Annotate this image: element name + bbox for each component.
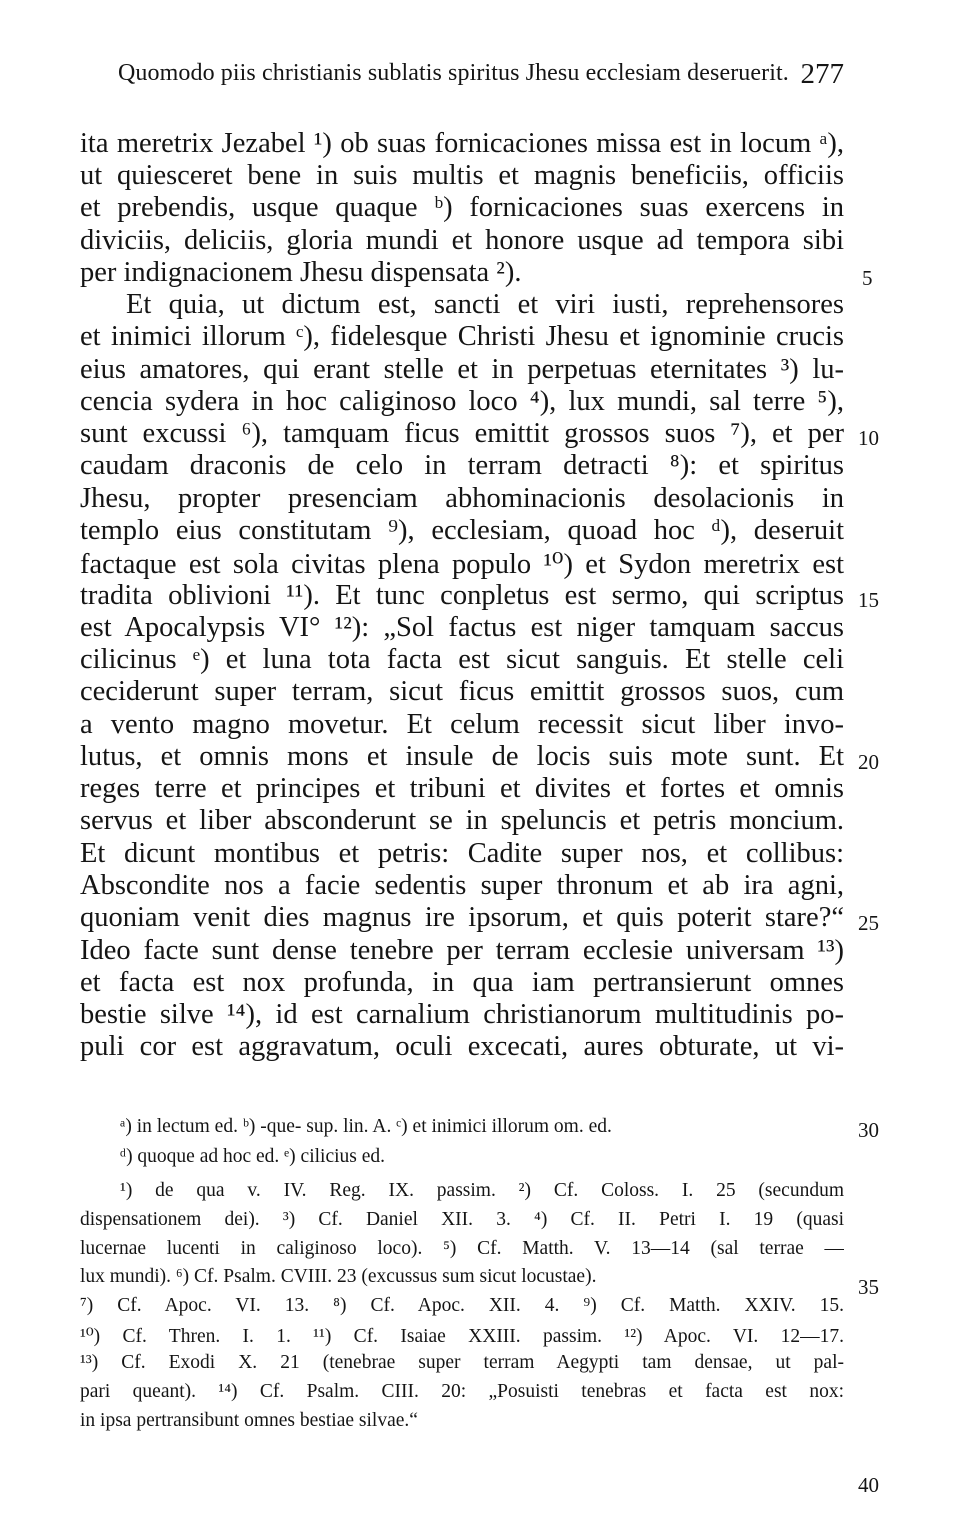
source-note-line: in ipsa pertransibunt omnes bestiae silvae.“ [80, 1410, 418, 1431]
text-line: eius amatores, qui erant stelle et in perpetuas eternitates ³) lu- [80, 354, 844, 385]
text-line: Jhesu, propter presenciam abhominacionis desolacionis in [80, 483, 844, 514]
text-line: ut quiesceret bene in suis multis et magnis beneficiis, officiis [80, 160, 844, 191]
line-number: 20 [858, 750, 879, 774]
line-number: 15 [858, 588, 879, 612]
text-line: puli cor est aggravatum, oculi excecati, aures obturate, ut vi- [80, 1031, 844, 1062]
running-title: Quomodo piis christianis sublatis spiritus Jhesu ecclesiam deseruerit. [118, 60, 789, 86]
text-line: reges terre et principes et tribuni et divites et fortes et omnis [80, 773, 844, 804]
text-line: per indignacionem Jhesu dispensata ²). [80, 257, 522, 288]
text-line: Ideo facte sunt dense tenebre per terram ecclesie universam ¹³) [80, 935, 844, 966]
text-line: caudam draconis de celo in terram detracti ⁸): et spiritus [80, 450, 844, 481]
source-note-line: pari queant). ¹⁴) Cf. Psalm. CIII. 20: „Posuisti tenebras et facta est nox: [80, 1381, 844, 1402]
text-line: ceciderunt super terram, sicut ficus emittit grossos suos, cum [80, 676, 844, 707]
variant-note-line: ᵈ) quoque ad hoc ed. ᵉ) cilicius ed. [120, 1146, 386, 1167]
text-line: sunt excussi ⁶), tamquam ficus emittit grossos suos ⁷), et per [80, 418, 844, 449]
text-line: et facta est nox profunda, in qua iam pertransierunt omnes [80, 967, 844, 998]
text-line: quoniam venit dies magnus ire ipsorum, et quis poterit stare?“ [80, 902, 844, 933]
text-line: ita meretrix Jezabel ¹) ob suas fornicaciones missa est in locum ᵃ), [80, 128, 844, 159]
text-line: cilicinus ᵉ) et luna tota facta est sicut sanguis. Et stelle celi [80, 644, 844, 675]
line-number: 40 [858, 1473, 879, 1497]
source-note-line: dispensationem dei). ³) Cf. Daniel XII. 3. ⁴) Cf. II. Petri I. 19 (quasi [80, 1209, 844, 1230]
source-note-line: lucernae lucenti in caliginoso loco). ⁵) Cf. Matth. V. 13—14 (sal terrae — [80, 1238, 844, 1259]
text-line: lutus, et omnis mons et insule de locis suis mote sunt. Et [80, 741, 844, 772]
source-note-line: lux mundi). ⁶) Cf. Psalm. CVIII. 23 (excussus sum sicut locustae). [80, 1266, 597, 1287]
text-line: et inimici illorum ᶜ), fidelesque Christi Jhesu et ignominie crucis [80, 321, 844, 352]
page-number: 277 [800, 58, 844, 90]
line-number: 30 [858, 1118, 879, 1142]
text-line: factaque est sola civitas plena populo ¹⁰) et Sydon meretrix est [80, 549, 844, 580]
text-line: est Apocalypsis VI° ¹²): „Sol factus est niger tamquam saccus [80, 612, 844, 643]
text-line: cencia sydera in hoc caliginoso loco ⁴), lux mundi, sal terre ⁵), [80, 386, 844, 417]
running-header [118, 58, 844, 98]
line-number: 5 [862, 266, 873, 290]
text-line: templo eius constitutam ⁹), ecclesiam, quoad hoc ᵈ), deseruit [80, 515, 844, 546]
line-number: 35 [858, 1275, 879, 1299]
source-note-line: ¹⁰) Cf. Thren. I. 1. ¹¹) Cf. Isaiae XXIII. passim. ¹²) Apoc. VI. 12—17. [80, 1326, 844, 1347]
text-line: et prebendis, usque quaque ᵇ) fornicaciones suas exercens in [80, 192, 844, 223]
text-line: tradita oblivioni ¹¹). Et tunc conpletus est sermo, qui scriptus [80, 580, 844, 611]
text-line: a vento magno movetur. Et celum recessit sicut liber invo- [80, 709, 844, 740]
text-line: diviciis, deliciis, gloria mundi et honore usque ad tempora sibi [80, 225, 844, 256]
line-number: 10 [858, 426, 879, 450]
text-line: Et dicunt montibus et petris: Cadite super nos, et collibus: [80, 838, 844, 869]
variant-note-line: ᵃ) in lectum ed. ᵇ) -que- sup. lin. A. ᶜ) et inimici illorum om. ed. [120, 1116, 612, 1137]
text-line: bestie silve ¹⁴), id est carnalium christianorum multitudinis po- [80, 999, 844, 1030]
source-note-line: ⁷) Cf. Apoc. VI. 13. ⁸) Cf. Apoc. XII. 4. ⁹) Cf. Matth. XXIV. 15. [80, 1295, 844, 1316]
source-note-line: ¹) de qua v. IV. Reg. IX. passim. ²) Cf. Coloss. I. 25 (secundum [120, 1180, 844, 1201]
source-note-line: ¹³) Cf. Exodi X. 21 (tenebrae super terram Aegypti tam densae, ut pal- [80, 1352, 844, 1373]
text-line: servus et liber absconderunt se in speluncis et petris moncium. [80, 805, 844, 836]
text-line: Abscondite nos a facie sedentis super thronum et ab ira agni, [80, 870, 844, 901]
text-line: Et quia, ut dictum est, sancti et viri iusti, reprehensores [126, 289, 844, 320]
line-number: 25 [858, 911, 879, 935]
